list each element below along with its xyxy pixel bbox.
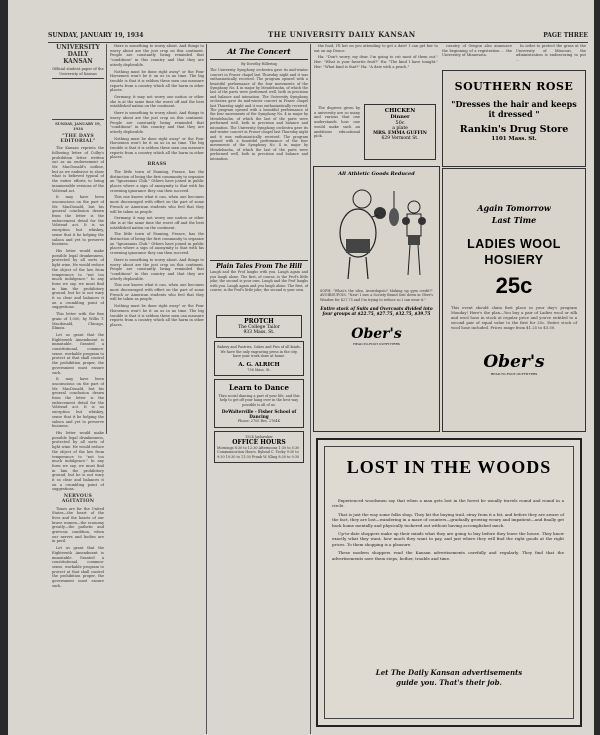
brass-p6: This one knows what it can, when one becomes most discouraged with effort on the part of some French or American students who feel that they will be taken as people. xyxy=(110,283,204,302)
goods-heading: All Athletic Goods Reduced xyxy=(338,171,415,177)
office-title: OFFICE HOURS xyxy=(232,439,286,447)
alrich-ad xyxy=(214,341,304,376)
woods-title: LOST IN THE WOODS xyxy=(346,457,552,477)
plain-text-1: Laugh and the Prof laughs with you. Laugh again and you laugh alone. The first, of course, is the Prof's little joke; the second is your own. xyxy=(210,270,308,284)
col4-p1: the food, I'll bet on you attending to get a date! I can get her to eat on my Deuce. xyxy=(314,44,438,53)
alrich-addr: 736 Mass. St. xyxy=(247,367,271,372)
concert-byline: By Dorothy Hillering xyxy=(241,62,277,66)
chicken-addr: 629 Vermont St. xyxy=(381,136,419,141)
dance-phone: Phone: 2705 Res. 2764K xyxy=(237,419,281,424)
column-1 xyxy=(52,44,104,734)
editorial-p5: Let us grant that the Eighteenth Amendment is immutable. Granted a constitutional, common-sense, workable program to protect at that shall control the prohibition proper, the government must ensure such. xyxy=(52,332,104,375)
alrich-name: A. G. ALRICH xyxy=(238,361,280,368)
ad1-quote: "Dresses the hair and keeps it dressed " xyxy=(451,99,577,119)
column-3 xyxy=(210,44,308,734)
concert-heading: At The Concert xyxy=(210,44,308,60)
athletic-goods-ad xyxy=(313,166,440,432)
nervous-p2: Let us grant that the Eighteenth Amendment is immutable. Granted a constitutional, common-sense, workable program to protect at that shall control the prohibition proper, the government must ensure such. xyxy=(52,546,104,588)
soph-dialog: SOPH: "What's the idea, Avoirdupois? Making up gym credit?" AVOIRDUPOIS: "Naw! I saw a Society Brand Suit down in Ober's Window for $27.75 and I'm trying to reduce so I can wear it." xyxy=(320,289,433,302)
chicken-price: 50c xyxy=(395,120,405,126)
concert-text-3: The University Symphony orchestra gave its mid-winter concert in Fraser chapel last Thursday night and it was enthusiastically received. The program opened with a beautiful performance of the four movements of the Symphony No. 4 in major by Mendelssohn, of which the last of the parts were performed well, both in precision and balance and intonation. xyxy=(210,125,308,161)
staff-box xyxy=(52,78,104,120)
plain-tales-text xyxy=(210,270,308,312)
column-4-mid xyxy=(314,106,360,164)
col2-p1: there is something to worry about. And things to worry about are the just crop on this continent. People are constantly being reminded that "conditions" in this country and that they are utterly deplorable. xyxy=(110,44,204,67)
plain-text-2: Laugh and the Prof laughs with you. Laugh again and you laugh alone. The first, of course, is the Prof's little joke; the second is your own. xyxy=(210,279,308,293)
masthead-sub: Official student paper of the University of Kansas xyxy=(52,67,104,76)
plain-tales-heading: Plain Tales From The Hill xyxy=(210,260,308,270)
chicken-title: CHICKEN xyxy=(384,108,416,114)
chicken-sub: Dinner xyxy=(390,114,410,120)
ad1-title: SOUTHERN ROSE xyxy=(454,80,574,93)
ad1-store: Rankin's Drug Store xyxy=(459,124,569,135)
brass-p5: there is something to worry about. And things to worry about are the just crop on this continent. People are constantly being reminded that "conditions" in this country and that they are utterly deplorable. xyxy=(110,257,204,281)
column-rule xyxy=(106,44,107,434)
editorial-p2b: It may have been unconscious on the part of Mr. MacDonald, but his general conclusion drawn from the letter is the enforcement detail for the Volstead act. It is no exception but whiskey, sense that it be helping the saloon and yet to preserve business. xyxy=(52,377,104,429)
protch-ad xyxy=(216,315,302,338)
column-2 xyxy=(110,44,204,734)
boxing-cartoon xyxy=(314,177,439,287)
col4-p3: The degrees given by a university are so many and various that one understands how one would make such an ambitious educational pick. xyxy=(314,106,360,139)
concert-text-1: The University Symphony orchestra gave its mid-winter concert in Fraser chapel last Thursday night and it was enthusiastically received. The program opened with a beautiful performance of the four movements of the Symphony No. 4 in major by Mendelssohn, of which the last of the parts were performed well, both in precision and balance and intonation. xyxy=(210,68,308,99)
editorial-heading: "THE DAYS EDITORIAL" xyxy=(60,133,96,144)
header-title: THE UNIVERSITY DAILY KANSAN xyxy=(268,30,416,39)
hosiery-ad xyxy=(442,168,586,432)
brass-p3: Germany, it may not worry one nation or other she is at the same time the worst off and the best established nation on the continent. xyxy=(110,216,204,230)
woods-p1: Experienced woodsmen say that when a man gets lost in the forest he usually travels round and round in a circle. xyxy=(332,498,564,509)
lost-in-woods-ad xyxy=(316,438,582,727)
col2-p3: Germany, it may not worry one nation or other she is at the same time the worst off and the best established nation on the continent. xyxy=(110,95,204,109)
protch-addr: 933 Mass. St. xyxy=(243,330,275,336)
office-text: Mornings 8:30 to 12:30 Afternoons 1:30 to 5:30 Communication Hours. Bylund C. Tecky 9:30 to 9:30 10:30 to 11:30 Frank W. Kling 8:30 to 9:30 xyxy=(217,446,300,459)
hosiery-title1: LADIES WOOL xyxy=(467,237,561,251)
masthead: UNIVERSITY DAILY KANSAN xyxy=(56,44,100,65)
bakery-text: Bakery and Pastries, Cakes and Pies of all kinds. We have the only engraving press in the city, have your work done at home. xyxy=(217,345,301,359)
hosiery-price: 25c xyxy=(495,273,533,298)
chicken-plate: a plate xyxy=(392,126,408,131)
dance-title: Learn to Dance xyxy=(229,383,289,393)
col2-p1b: there is something to worry about. And things to worry about are the just crop on this continent. People are constantly being reminded that "conditions" in this country and that they are utterly deplorable. xyxy=(110,111,204,134)
chicken-dinner-ad xyxy=(364,104,436,160)
hosiery-logo: Ober's xyxy=(483,352,545,372)
column-6-top xyxy=(516,44,586,68)
col5-p1: country of Oregon also announce the beginning of a registration ... the University of Minnesota. xyxy=(442,44,512,58)
woods-foot2: guide you. That's their job. xyxy=(396,678,502,687)
dance-school: DeWalterville - Fisher School of Dancing xyxy=(221,409,297,420)
column-rule xyxy=(206,44,207,734)
concert-text-2: The University Symphony orchestra gave its mid-winter concert in Fraser chapel last Thursday night and it was enthusiastically received. The program opened with a beautiful performance of the four movements of the Symphony No. 4 in major by Mendelssohn, of which the last of the parts were performed well, both in precision and balance and intonation. xyxy=(210,94,308,130)
col2-p2b: Nothing must be done right away" or the Four Horsemen won't be it on us in no time. The big trouble is that it is seldom these men can measure reports from a country which all the harm in other places. xyxy=(110,136,204,160)
col2-p2: Nothing must be done right away" or the Four Horsemen won't be it on us in no time. The big trouble is that it is seldom these men can measure reports from a country which all the harm in other places. xyxy=(110,69,204,93)
column-5-top xyxy=(442,44,512,68)
column-rule xyxy=(310,44,311,734)
brass-p1: The little town of Fanning, France, has the distinction of being the first community to organize an "Ignoramus Club." Others have joined in public places where a sign of anonymity is that with his crowning ignorance they can then succeed. xyxy=(110,169,204,193)
woods-foot1: Let The Daily Kansan advertisements xyxy=(375,668,523,677)
office-sub: 1924 Jayhawker xyxy=(245,434,273,439)
nervous-p1: Times are for the United States—the heart of the lives and the hearts of our brave women—the economy greatly—the pathetic and grievous condition, when our nerves and bodies are in peril. xyxy=(52,506,104,544)
page-header xyxy=(48,30,588,43)
editorial-p4: This letter with the fine grain of 1,000, by Willis T. Macdonald, Chicago, Illinois. xyxy=(52,312,104,331)
brass-p4: The little town of Fanning, France, has the distinction of being the first community to organize an "Ignoramus Club." Others have joined in public places where a sign of anonymity is that with his crowning ignorance they can then succeed. xyxy=(110,232,204,256)
header-page: PAGE THREE xyxy=(543,32,588,39)
col5-p2: In order to protect the grass at the University of Missouri, the administration is endeavoring to put ... xyxy=(516,44,586,63)
woods-footer xyxy=(338,668,560,688)
hosiery-title2: HOSIERY xyxy=(484,253,544,267)
ad1-addr: 1101 Mass. St. xyxy=(491,136,537,142)
southern-rose-ad xyxy=(442,70,586,167)
dance-text: Thru social dancing a part of your life, and this help to get off your hang over in the best way possible is all of us. xyxy=(218,394,300,407)
editorial-p2: It may have been unconscious on the part of Mr. MacDonald, but his general conclusion drawn from the letter is the enforcement detail for the Volstead act. It is no exception but whiskey, sense that it be helping the saloon and yet to preserve business. xyxy=(52,195,104,247)
newspaper-page xyxy=(8,0,594,735)
hosiery-top1: Again Tomorrow xyxy=(477,203,551,213)
woods-p2: That is just the way some folks shop. They hit the buying trail, stray from it a bit, and before they are aware of the fact, they are lost—wandering in a maze of counters—gradually growing weary and impatient—and finally get back home mentally and physically tuckered out without having accomplished much. xyxy=(332,511,564,528)
hosiery-logo-tag: HEAD-TO-FOOT OUTFITTERS xyxy=(490,372,538,376)
brass-p2: This one knows what it can, when one becomes most discouraged with effort on the part of some French or American students who feel that they will be taken as people. xyxy=(110,195,204,214)
sale-note: Entire stock of Suits and Overcoats divided into four groups at $22.75, $27.75, $32.75, $39.75 xyxy=(320,306,433,317)
chicken-name: MRS. EMMA GUFFIN xyxy=(373,131,427,136)
dance-ad xyxy=(214,379,304,428)
date-line: SUNDAY, JANUARY 19, 1934 xyxy=(55,122,101,132)
editorial-p3: His letter would make possible legal drunkenness, protected by all sorts of light wine. He would reduce the object of the law from temperance to "not too much indulgence." In any form we say, we must find in him the prohibitory ground, but he is not wary it so clear and balances it on a crumbling point of suggestions. xyxy=(52,248,104,310)
office-hours-ad xyxy=(214,431,304,464)
editorial-p1: The Kansan reprints the following letter of Colby's prohibition letter written out as an endorsement of Mr. MacDonald's outline, but as we endeavor to show what is believed typical of the entire efforts to bring innumerable versions of the Volstead act. xyxy=(52,146,104,193)
ober-tag: HEAD-TO-FOOT OUTFITTERS xyxy=(353,342,400,347)
hosiery-body: This event should claim first place in your day's program Monday! Here's the plan—You buy a pair of Ladies wool or silk and wool hose in stock at regular price and you're entitled to a second pair of equal value to the first for 25c. Entire stock of wool hose included. Prices range from $1.25 to $3.50. xyxy=(451,305,577,330)
woods-p4: These modern shoppers read the Kansan advertisements carefully and regularly. They find that the advertisements save them steps, bother, trouble and time. xyxy=(332,550,564,561)
woods-body xyxy=(332,498,564,564)
woods-p3: Up-to-date shoppers make up their minds what they are going to buy before they leave the house. They know exactly what they want, how much they want to pay, and just where they will find the right goods at the right prices. To them shopping is a pleasure. xyxy=(332,531,564,547)
editorial-p3b: His letter would make possible legal drunkenness, protected by all sorts of light wine. He would reduce the object of the law from temperance to "not too much indulgence." In any form we say, we must find in him the prohibitory ground, but he is not wary it so clear and balances it on a crumbling point of suggestions. xyxy=(52,431,104,492)
ober-logo: Ober's xyxy=(351,326,402,343)
protch-sub: The College Tailor xyxy=(238,325,280,331)
hosiery-top2: Last Time xyxy=(491,215,537,225)
brass-p7: Nothing must be done right away" or the Four Horsemen won't be it on us in no time. The big trouble is that it is seldom these men can measure reports from a country which all the harm in other places. xyxy=(110,304,204,327)
header-date: SUNDAY, JANUARY 19, 1934 xyxy=(48,32,144,39)
protch-title: PROTCH xyxy=(244,318,274,326)
col4-dialog: Ha: "Don't worry, my dear. I'm going to cut most of them out." Her: "What is your favorite fruit?" Ha: "The kind I have tonight." Her: "What kind is that?" Ha: "A date with a peach." xyxy=(314,55,438,69)
concert-text xyxy=(210,68,308,258)
brass-heading: BRASS xyxy=(147,162,167,168)
nervous-heading: NERVOUS AGITATION xyxy=(61,494,95,504)
